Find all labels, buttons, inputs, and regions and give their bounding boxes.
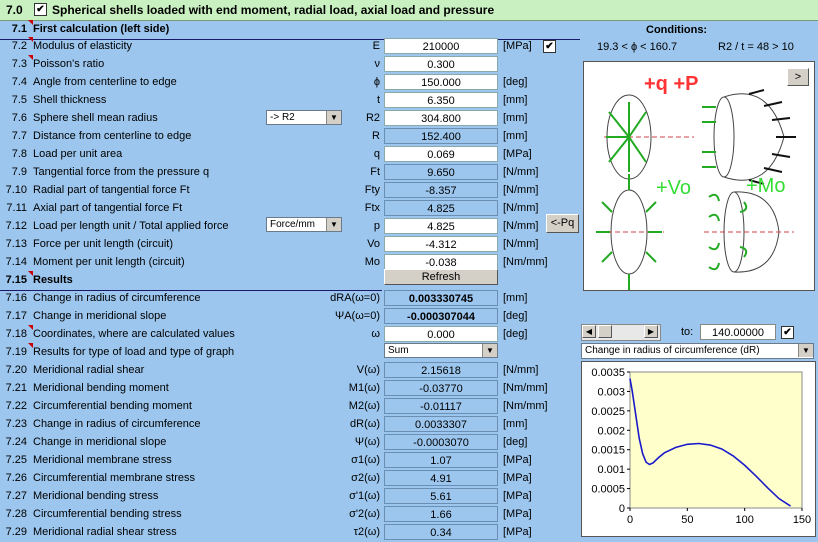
y-tick-label: 0.003 <box>597 386 625 399</box>
conditions-title: Conditions: <box>646 24 708 36</box>
table-row <box>0 182 580 200</box>
section-title: Spherical shells loaded with end moment, radial load, axial load and pressure <box>52 3 495 17</box>
results-header <box>0 272 382 291</box>
row-number: 7.18 <box>0 328 27 340</box>
table-row <box>0 38 580 56</box>
first-calc-title: First calculation (left side) <box>33 23 170 35</box>
conditions-ratio: R2 / t = 48 > 10 <box>718 41 794 53</box>
table-row <box>0 308 580 326</box>
graph-type-select[interactable] <box>581 343 814 359</box>
row-label: Meridional radial shear stress <box>33 526 177 538</box>
section-header <box>0 0 818 21</box>
row-number: 7.11 <box>6 202 27 214</box>
y-tick-label: 0.0025 <box>591 405 625 418</box>
row-symbol: σ1(ω) <box>351 454 380 466</box>
row-symbol: q <box>373 148 380 160</box>
table-row <box>0 362 580 380</box>
chevron-down-icon[interactable]: ▼ <box>482 344 497 357</box>
x-tick-label: 100 <box>735 514 754 526</box>
row-symbol: ϕ <box>373 76 380 88</box>
row-unit: [mm] <box>503 292 528 304</box>
row-label: Axial part of tangential force Ft <box>33 202 183 214</box>
table-row <box>0 200 580 218</box>
row-label: Change in radius of circumference <box>33 292 201 304</box>
row-symbol: ν <box>374 58 380 70</box>
row-number: 7.4 <box>11 76 27 88</box>
row-unit: [N/mm] <box>503 202 539 214</box>
row-symbol: Vo <box>367 238 380 250</box>
row-value: 0.34 <box>384 524 498 540</box>
row-unit: [deg] <box>503 310 528 322</box>
row-number: 7.24 <box>5 436 27 448</box>
table-row <box>0 506 580 524</box>
row-unit: [N/mm] <box>503 220 539 232</box>
row-value[interactable]: 210000 <box>384 38 498 54</box>
row-number: 7.7 <box>11 130 27 142</box>
row-label: Radial part of tangential force Ft <box>33 184 190 196</box>
row-unit: [N/mm] <box>503 364 539 376</box>
row-symbol: E <box>372 40 380 52</box>
row-label: Angle from centerline to edge <box>33 76 177 88</box>
row-symbol: V(ω) <box>356 364 380 376</box>
results-title: Results <box>33 274 73 286</box>
table-row <box>0 434 580 452</box>
row-unit: [mm] <box>503 112 528 124</box>
section-enable-checkbox[interactable]: ✔ <box>34 3 47 16</box>
row-value: 0.0033307 <box>384 416 498 432</box>
row-number: 7.13 <box>5 238 27 250</box>
row-label: Change in meridional slope <box>33 310 167 322</box>
table-row <box>0 452 580 470</box>
chevron-down-icon[interactable]: ▼ <box>326 218 341 231</box>
row-symbol: M1(ω) <box>348 382 380 394</box>
row-number: 7.9 <box>11 166 27 178</box>
scroll-thumb[interactable] <box>598 325 612 338</box>
row-symbol: Ψ(ω) <box>354 436 380 448</box>
svg-text:+Mo: +Mo <box>746 175 786 197</box>
table-row <box>0 164 580 182</box>
chevron-down-icon[interactable]: ▼ <box>326 111 341 124</box>
row-label: Coordinates, where are calculated values <box>33 328 235 340</box>
row-label: Force per unit length (circuit) <box>33 238 173 250</box>
row-number: 7.25 <box>5 454 27 466</box>
row-number: 7.26 <box>5 472 27 484</box>
row-unit: [MPa] <box>503 526 532 538</box>
row-value: -0.0003070 <box>384 434 498 450</box>
conditions-angle: 19.3 < ϕ < 160.7 <box>597 41 678 53</box>
to-label: to: <box>681 326 694 338</box>
row-value: 0.003330745 <box>384 290 498 306</box>
row-value: 1.66 <box>384 506 498 522</box>
row-value[interactable]: 4.825 <box>384 218 498 234</box>
row-label: Meridional bending moment <box>33 382 169 394</box>
plot-area <box>630 372 802 508</box>
row-number: 7.6 <box>11 112 27 124</box>
y-tick-label: 0.0005 <box>591 483 625 496</box>
row-symbol: dRA(ω=0) <box>330 292 380 304</box>
row-number: 7.12 <box>5 220 27 232</box>
row-number: 7.5 <box>11 94 27 106</box>
row-symbol: ω <box>371 328 380 340</box>
row-value: 5.61 <box>384 488 498 504</box>
row-number: 7.16 <box>5 292 27 304</box>
table-row <box>0 56 580 74</box>
force-unit-select[interactable] <box>266 217 342 232</box>
y-tick-label: 0.001 <box>597 464 625 477</box>
row-value: -8.357 <box>384 182 498 198</box>
row-label: Change in meridional slope <box>33 436 167 448</box>
row-unit: [MPa] <box>503 40 532 52</box>
row-label: Results for type of load and type of graph <box>33 346 235 358</box>
row-unit: [deg] <box>503 76 528 88</box>
row-value: -0.000307044 <box>384 308 498 324</box>
row-label: Circumferential bending stress <box>33 508 182 520</box>
row-symbol: Fty <box>364 184 380 196</box>
row-unit: [deg] <box>503 328 528 340</box>
row-label: Moment per unit length (circuit) <box>33 256 185 268</box>
row-label: Meridional bending stress <box>33 490 159 502</box>
row-label: Modulus of elasticity <box>33 40 133 52</box>
y-tick-label: 0 <box>618 503 625 515</box>
section-number: 7.0 <box>6 3 23 17</box>
row-symbol: R2 <box>365 112 380 124</box>
row-label: Tangential force from the pressure q <box>33 166 210 178</box>
table-row <box>0 524 580 542</box>
row-unit: [mm] <box>503 94 528 106</box>
table-row <box>0 326 580 344</box>
row-unit: [N/mm] <box>503 238 539 250</box>
row-number: 7.17 <box>5 310 27 322</box>
row-number: 7.3 <box>0 58 27 70</box>
row-label: Distance from centerline to edge <box>33 130 192 142</box>
omega-scrollbar[interactable] <box>581 324 661 341</box>
graph-type-select-value: Change in radius of circumference (dR) <box>585 345 760 356</box>
row-label: Circumferential membrane stress <box>33 472 195 484</box>
chart-svg <box>582 362 815 536</box>
row-number: 7.1 <box>0 23 27 35</box>
row-unit: [MPa] <box>503 454 532 466</box>
row-number: 7.23 <box>5 418 27 430</box>
table-row <box>0 146 580 164</box>
pq-button[interactable]: <-Pq <box>546 214 579 233</box>
scroll-right-arrow-icon[interactable]: ▶ <box>644 325 658 338</box>
to-value-input[interactable]: 140.00000 <box>700 324 776 340</box>
row-number: 7.20 <box>5 364 27 376</box>
y-tick-label: 0.0035 <box>591 367 625 379</box>
table-row <box>0 290 580 308</box>
row-number: 7.8 <box>11 148 27 160</box>
row-value[interactable]: 6.350 <box>384 92 498 108</box>
row-number: 7.19 <box>0 346 27 358</box>
y-tick-label: 0.0015 <box>591 444 625 457</box>
row-symbol: ΨA(ω=0) <box>335 310 380 322</box>
row-value: -0.01117 <box>384 398 498 414</box>
shell-load-illustration <box>584 62 814 290</box>
row-symbol: Ft <box>370 166 380 178</box>
row-label: Meridional membrane stress <box>33 454 172 466</box>
row-value[interactable]: -4.312 <box>384 236 498 252</box>
row-value[interactable]: -0.038 <box>384 254 498 270</box>
next-diagram-button[interactable]: > <box>787 68 809 86</box>
row-number: 7.29 <box>5 526 27 538</box>
row-value: 4.91 <box>384 470 498 486</box>
row-label: Circumferential bending moment <box>33 400 192 412</box>
svg-text:+q +P: +q +P <box>644 73 699 95</box>
row-symbol: t <box>376 94 380 106</box>
row-value: 1.07 <box>384 452 498 468</box>
row-label: Load per unit area <box>33 148 123 160</box>
table-row <box>0 416 580 434</box>
to-checkbox[interactable]: ✔ <box>781 326 794 339</box>
result-chart <box>581 361 816 537</box>
table-row <box>0 470 580 488</box>
row-value[interactable]: 0.069 <box>384 146 498 162</box>
row-unit: [MPa] <box>503 472 532 484</box>
row-unit: [Nm/mm] <box>503 400 548 412</box>
svg-text:+Vo: +Vo <box>656 177 692 199</box>
load-type-select-value: Sum <box>388 345 409 356</box>
load-diagram <box>583 61 815 291</box>
row-value[interactable]: 0.300 <box>384 56 498 72</box>
table-row <box>0 488 580 506</box>
row-label: Load per length unit / Total applied force <box>33 220 229 232</box>
row-value[interactable]: 304.800 <box>384 110 498 126</box>
row-value: -0.03770 <box>384 380 498 396</box>
load-type-select[interactable] <box>384 343 498 358</box>
row-value: 152.400 <box>384 128 498 144</box>
row-label: Meridional radial shear <box>33 364 145 376</box>
row-value: 4.825 <box>384 200 498 216</box>
row-unit: [MPa] <box>503 490 532 502</box>
row-symbol: Mo <box>364 256 380 268</box>
table-row <box>0 380 580 398</box>
modulus-checkbox[interactable]: ✔ <box>543 40 556 53</box>
row-value: 2.15618 <box>384 362 498 378</box>
row-number: 7.21 <box>5 382 27 394</box>
row-unit: [Nm/mm] <box>503 256 548 268</box>
force-unit-select-value: Force/mm <box>270 219 315 230</box>
table-row <box>0 236 580 254</box>
row-symbol: Ftx <box>364 202 380 214</box>
row-symbol: σ2(ω) <box>351 472 380 484</box>
row-unit: [MPa] <box>503 508 532 520</box>
row-symbol: σ'2(ω) <box>349 508 380 520</box>
x-tick-label: 50 <box>681 514 694 526</box>
row-unit: [deg] <box>503 436 528 448</box>
r2-select[interactable] <box>266 110 342 125</box>
scroll-left-arrow-icon[interactable]: ◀ <box>582 325 596 338</box>
table-row <box>0 74 580 92</box>
row-unit: [MPa] <box>503 148 532 160</box>
table-row <box>0 128 580 146</box>
row-unit: [Nm/mm] <box>503 382 548 394</box>
table-row <box>0 398 580 416</box>
row-label: Shell thickness <box>33 94 107 106</box>
chevron-down-icon[interactable]: ▼ <box>798 344 813 357</box>
table-row <box>0 92 580 110</box>
x-tick-label: 150 <box>792 514 812 526</box>
row-symbol: R <box>372 130 380 142</box>
row-value[interactable]: 0.000 <box>384 326 498 342</box>
row-symbol: p <box>373 220 380 232</box>
row-value[interactable]: 150.000 <box>384 74 498 90</box>
row-number: 7.14 <box>5 256 27 268</box>
refresh-button[interactable]: Refresh <box>384 269 498 285</box>
row-label: Poisson's ratio <box>33 58 105 70</box>
row-unit: [N/mm] <box>503 166 539 178</box>
row-symbol: τ2(ω) <box>353 526 380 538</box>
row-symbol: σ'1(ω) <box>349 490 380 502</box>
row-unit: [N/mm] <box>503 184 539 196</box>
y-tick-label: 0.002 <box>597 425 625 438</box>
row-label: Sphere shell mean radius <box>33 112 158 124</box>
row-unit: [mm] <box>503 418 528 430</box>
row-number: 7.27 <box>5 490 27 502</box>
row-symbol: dR(ω) <box>350 418 380 430</box>
row-number: 7.2 <box>0 40 27 52</box>
r2-select-value: -> R2 <box>270 112 295 123</box>
row-number: 7.15 <box>0 274 27 286</box>
row-unit: [mm] <box>503 130 528 142</box>
row-number: 7.10 <box>5 184 27 196</box>
x-tick-label: 0 <box>626 514 634 526</box>
row-symbol: M2(ω) <box>348 400 380 412</box>
row-label: Change in radius of circumference <box>33 418 201 430</box>
row-number: 7.28 <box>5 508 27 520</box>
row-number: 7.22 <box>5 400 27 412</box>
row-value: 9.650 <box>384 164 498 180</box>
